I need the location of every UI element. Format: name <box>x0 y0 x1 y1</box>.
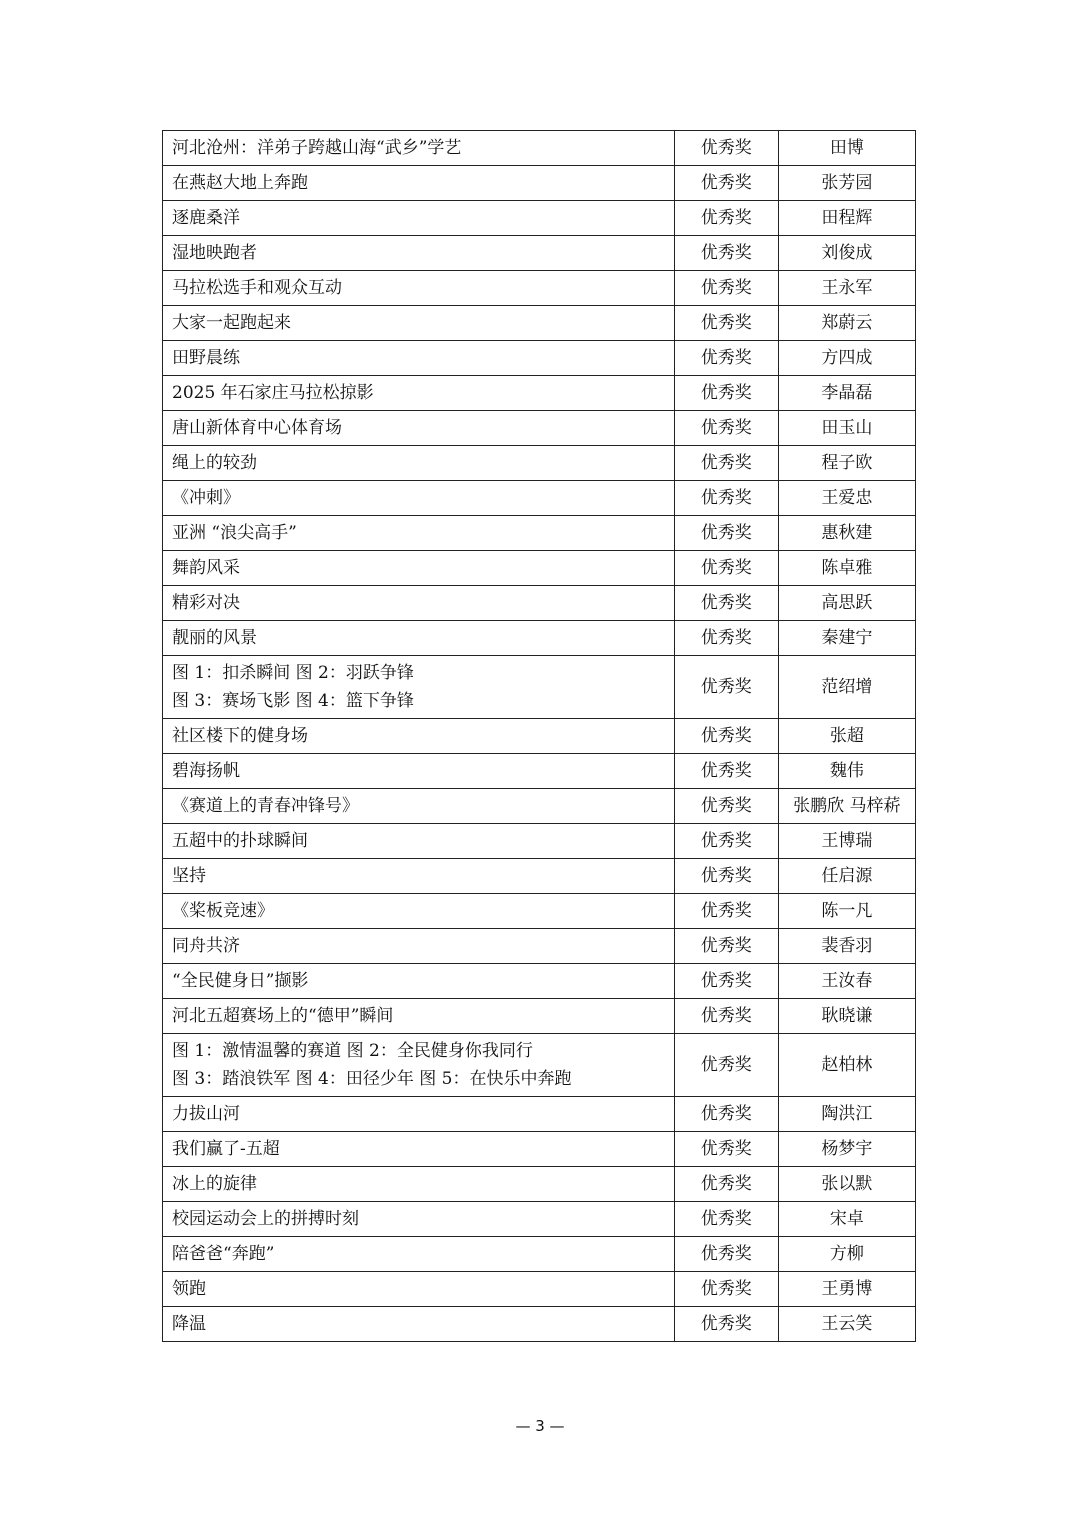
award-level-cell: 优秀奖 <box>674 446 778 481</box>
work-title-cell <box>163 1202 675 1237</box>
table-row <box>163 999 916 1034</box>
work-title: 《冲刺》 <box>172 488 240 508</box>
work-title-cell <box>163 656 675 719</box>
work-title-cell <box>163 236 675 271</box>
work-title: 校园运动会上的拼搏时刻 <box>172 1209 359 1229</box>
award-level-cell: 优秀奖 <box>674 376 778 411</box>
author-name-cell: 范绍增 <box>778 656 915 719</box>
work-title-cell <box>163 516 675 551</box>
author-name-cell: 方柳 <box>778 1237 915 1272</box>
table-row <box>163 166 916 201</box>
author-name-cell: 田程辉 <box>778 201 915 236</box>
award-level-cell: 优秀奖 <box>674 166 778 201</box>
work-title-cell <box>163 306 675 341</box>
award-level-cell: 优秀奖 <box>674 271 778 306</box>
work-title-cell <box>163 719 675 754</box>
author-name-cell: 高思跃 <box>778 586 915 621</box>
work-title: 《赛道上的青春冲锋号》 <box>172 796 359 816</box>
author-name-cell: 陈一凡 <box>778 894 915 929</box>
work-title-cell <box>163 1167 675 1202</box>
work-title: 田野晨练 <box>172 348 240 368</box>
table-row <box>163 586 916 621</box>
table-row <box>163 236 916 271</box>
author-name-cell: 秦建宁 <box>778 621 915 656</box>
awards-table-body <box>163 131 916 1342</box>
award-level-cell: 优秀奖 <box>674 999 778 1034</box>
table-row <box>163 411 916 446</box>
author-name-cell: 王勇博 <box>778 1272 915 1307</box>
page-number: — 3 — <box>515 1417 565 1435</box>
author-name-cell: 陈卓雅 <box>778 551 915 586</box>
author-name-cell: 田玉山 <box>778 411 915 446</box>
work-title: 领跑 <box>172 1279 206 1299</box>
author-name-cell: 张超 <box>778 719 915 754</box>
award-level-cell: 优秀奖 <box>674 964 778 999</box>
work-title-cell <box>163 1272 675 1307</box>
work-title-cell <box>163 166 675 201</box>
author-name-cell: 魏伟 <box>778 754 915 789</box>
work-title: 图 1：激情温馨的赛道 图 2：全民健身你我同行 <box>172 1041 533 1061</box>
work-title-cell <box>163 131 675 166</box>
work-title: 社区楼下的健身场 <box>172 726 308 746</box>
table-row <box>163 341 916 376</box>
table-row <box>163 1097 916 1132</box>
award-level-cell: 优秀奖 <box>674 719 778 754</box>
table-row <box>163 481 916 516</box>
work-title-cell <box>163 754 675 789</box>
work-title-cell <box>163 929 675 964</box>
award-level-cell: 优秀奖 <box>674 201 778 236</box>
work-title: 同舟共济 <box>172 936 240 956</box>
author-name-cell: 赵柏林 <box>778 1034 915 1097</box>
award-level-cell: 优秀奖 <box>674 754 778 789</box>
award-level-cell: 优秀奖 <box>674 1097 778 1132</box>
work-title: “全民健身日”撷影 <box>172 971 309 991</box>
work-title: 唐山新体育中心体育场 <box>172 418 342 438</box>
work-title-cell <box>163 341 675 376</box>
author-name-cell: 田博 <box>778 131 915 166</box>
work-title-cell <box>163 999 675 1034</box>
author-name-cell: 宋卓 <box>778 1202 915 1237</box>
work-title: 冰上的旋律 <box>172 1174 257 1194</box>
work-title: 舞韵风采 <box>172 558 240 578</box>
table-row <box>163 551 916 586</box>
author-name-cell: 程子欧 <box>778 446 915 481</box>
table-row <box>163 789 916 824</box>
award-level-cell: 优秀奖 <box>674 341 778 376</box>
table-row <box>163 929 916 964</box>
work-title: 降温 <box>172 1314 206 1334</box>
award-level-cell: 优秀奖 <box>674 516 778 551</box>
author-name-cell: 王爱忠 <box>778 481 915 516</box>
work-title: 马拉松选手和观众互动 <box>172 278 342 298</box>
award-level-cell: 优秀奖 <box>674 551 778 586</box>
author-name-cell: 张芳园 <box>778 166 915 201</box>
author-name-cell: 杨梦宇 <box>778 1132 915 1167</box>
work-title-cell <box>163 271 675 306</box>
table-row <box>163 516 916 551</box>
work-title-cell <box>163 1307 675 1342</box>
work-title-cell <box>163 411 675 446</box>
table-row <box>163 201 916 236</box>
awards-table <box>162 130 916 1342</box>
work-title-cell <box>163 621 675 656</box>
author-name-cell: 王汝春 <box>778 964 915 999</box>
table-row <box>163 1167 916 1202</box>
author-name-cell: 耿晓谦 <box>778 999 915 1034</box>
table-row <box>163 1272 916 1307</box>
work-title: 靓丽的风景 <box>172 628 257 648</box>
work-title: 图 3：赛场飞影 图 4：篮下争锋 <box>172 691 414 711</box>
author-name-cell: 王博瑞 <box>778 824 915 859</box>
author-name-cell: 李晶磊 <box>778 376 915 411</box>
author-name-cell: 王云笑 <box>778 1307 915 1342</box>
work-title: 图 1：扣杀瞬间 图 2：羽跃争锋 <box>172 663 414 683</box>
award-level-cell: 优秀奖 <box>674 1272 778 1307</box>
table-row <box>163 1307 916 1342</box>
award-level-cell: 优秀奖 <box>674 1167 778 1202</box>
author-name-cell: 任启源 <box>778 859 915 894</box>
table-row <box>163 621 916 656</box>
table-row <box>163 1237 916 1272</box>
author-name-cell: 刘俊成 <box>778 236 915 271</box>
author-name-cell: 裴香羽 <box>778 929 915 964</box>
work-title-cell <box>163 789 675 824</box>
author-name-cell: 张鹏欣 马梓菥 <box>778 789 915 824</box>
table-row <box>163 271 916 306</box>
work-title: 湿地映跑者 <box>172 243 257 263</box>
award-level-cell: 优秀奖 <box>674 789 778 824</box>
award-level-cell: 优秀奖 <box>674 1237 778 1272</box>
work-title-cell <box>163 446 675 481</box>
award-level-cell: 优秀奖 <box>674 586 778 621</box>
work-title-cell <box>163 964 675 999</box>
author-name-cell: 王永军 <box>778 271 915 306</box>
table-row <box>163 131 916 166</box>
work-title: 在燕赵大地上奔跑 <box>172 173 308 193</box>
work-title-cell <box>163 1097 675 1132</box>
work-title: 坚持 <box>172 866 206 886</box>
work-title: 五超中的扑球瞬间 <box>172 831 308 851</box>
author-name-cell: 陶洪江 <box>778 1097 915 1132</box>
table-row <box>163 964 916 999</box>
author-name-cell: 方四成 <box>778 341 915 376</box>
work-title-cell <box>163 1132 675 1167</box>
award-level-cell: 优秀奖 <box>674 656 778 719</box>
work-title: 《桨板竞速》 <box>172 901 274 921</box>
work-title: 精彩对决 <box>172 593 240 613</box>
award-level-cell: 优秀奖 <box>674 929 778 964</box>
award-level-cell: 优秀奖 <box>674 306 778 341</box>
work-title-cell <box>163 586 675 621</box>
table-row <box>163 824 916 859</box>
work-title: 陪爸爸“奔跑” <box>172 1244 275 1264</box>
table-row <box>163 306 916 341</box>
table-row <box>163 859 916 894</box>
award-level-cell: 优秀奖 <box>674 1307 778 1342</box>
award-level-cell: 优秀奖 <box>674 481 778 516</box>
work-title: 碧海扬帆 <box>172 761 240 781</box>
award-level-cell: 优秀奖 <box>674 621 778 656</box>
work-title: 河北五超赛场上的“德甲”瞬间 <box>172 1006 394 1026</box>
table-row <box>163 754 916 789</box>
work-title-cell <box>163 201 675 236</box>
table-row <box>163 376 916 411</box>
work-title: 力拔山河 <box>172 1104 240 1124</box>
work-title-cell <box>163 481 675 516</box>
award-level-cell: 优秀奖 <box>674 824 778 859</box>
work-title-cell <box>163 1237 675 1272</box>
author-name-cell: 郑蔚云 <box>778 306 915 341</box>
work-title: 亚洲 “浪尖高手” <box>172 523 297 543</box>
table-row <box>163 1202 916 1237</box>
author-name-cell: 惠秋建 <box>778 516 915 551</box>
work-title-cell <box>163 824 675 859</box>
table-row <box>163 719 916 754</box>
work-title-cell <box>163 859 675 894</box>
work-title: 2025 年石家庄马拉松掠影 <box>172 383 374 403</box>
table-row <box>163 1132 916 1167</box>
award-level-cell: 优秀奖 <box>674 131 778 166</box>
work-title: 绳上的较劲 <box>172 453 257 473</box>
award-level-cell: 优秀奖 <box>674 411 778 446</box>
work-title: 图 3：踏浪铁军 图 4：田径少年 图 5：在快乐中奔跑 <box>172 1069 572 1089</box>
table-row <box>163 656 916 719</box>
work-title-cell <box>163 894 675 929</box>
work-title: 大家一起跑起来 <box>172 313 291 333</box>
award-level-cell: 优秀奖 <box>674 1034 778 1097</box>
work-title-cell <box>163 1034 675 1097</box>
award-level-cell: 优秀奖 <box>674 1132 778 1167</box>
work-title: 逐鹿桑洋 <box>172 208 240 228</box>
table-row <box>163 1034 916 1097</box>
work-title: 我们赢了-五超 <box>172 1139 280 1159</box>
work-title-cell <box>163 376 675 411</box>
award-level-cell: 优秀奖 <box>674 1202 778 1237</box>
award-level-cell: 优秀奖 <box>674 894 778 929</box>
author-name-cell: 张以默 <box>778 1167 915 1202</box>
award-level-cell: 优秀奖 <box>674 859 778 894</box>
table-row <box>163 894 916 929</box>
award-level-cell: 优秀奖 <box>674 236 778 271</box>
work-title-cell <box>163 551 675 586</box>
table-row <box>163 446 916 481</box>
work-title: 河北沧州：洋弟子跨越山海“武乡”学艺 <box>172 138 462 158</box>
